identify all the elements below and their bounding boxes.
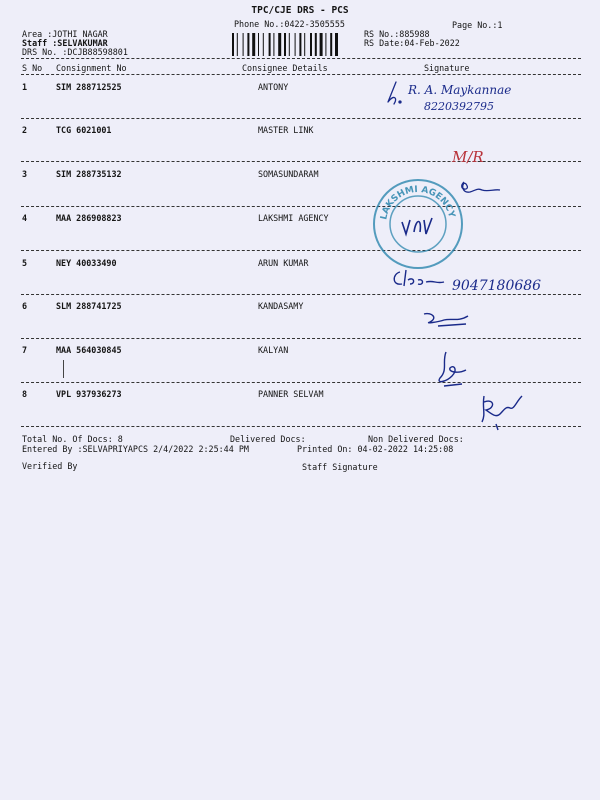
- row-consignee: KANDASAMY: [258, 301, 304, 311]
- signature-row-5: [390, 262, 570, 298]
- divider: [21, 250, 581, 251]
- row-consignment: SLM 288741725: [56, 301, 122, 311]
- barcode-bar: [243, 33, 244, 56]
- col-sno: S No: [22, 63, 43, 73]
- divider: [21, 74, 581, 75]
- row-consignee: LAKSHMI AGENCY: [258, 213, 329, 223]
- row-sno: 6: [22, 301, 28, 311]
- row-consignment: MAA 564030845: [56, 345, 122, 355]
- row-sno: 5: [22, 258, 28, 268]
- stamp-text: LAKSHMI AGENCY: [379, 184, 457, 221]
- row-consignee: ARUN KUMAR: [258, 258, 309, 268]
- rs-date: RS Date:04-Feb-2022: [364, 38, 460, 48]
- row-consignee: MASTER LINK: [258, 125, 314, 135]
- barcode-bar: [295, 33, 296, 56]
- barcode-bar: [258, 33, 259, 56]
- divider: [21, 58, 581, 59]
- row-consignment: TCG 6021001: [56, 125, 112, 135]
- barcode-bar: [278, 33, 281, 56]
- row-consignee: ANTONY: [258, 82, 289, 92]
- row-sno: 3: [22, 169, 28, 179]
- divider: [21, 118, 581, 119]
- barcode-bar: [232, 33, 234, 56]
- total-docs: Total No. Of Docs: 8: [22, 434, 123, 444]
- col-signature: Signature: [424, 63, 470, 73]
- printed-on: Printed On: 04-02-2022 14:25:08: [297, 444, 454, 454]
- barcode-bar: [299, 33, 301, 56]
- row-consignment: VPL 937936273: [56, 389, 122, 399]
- non-delivered-docs: Non Delivered Docs:: [368, 434, 464, 444]
- col-consignee: Consignee Details: [242, 63, 328, 73]
- row-sno: 8: [22, 389, 28, 399]
- barcode-bar: [273, 33, 274, 56]
- row-sno: 4: [22, 213, 28, 223]
- barcode-bar: [237, 33, 238, 56]
- barcode-bar: [289, 33, 290, 56]
- signature-row-7: [428, 348, 488, 390]
- staff-signature-label: Staff Signature: [302, 462, 378, 472]
- barcode-bar: [310, 33, 312, 56]
- verified-by: Verified By: [22, 461, 78, 471]
- delivered-docs: Delivered Docs:: [230, 434, 306, 444]
- phone-number: Phone No.:0422-3505555: [234, 19, 345, 29]
- mark-row-2: [448, 146, 518, 168]
- signature-row-1: [380, 76, 580, 116]
- barcode-bar: [284, 33, 286, 56]
- signature-name: R. A. Maykannae: [408, 83, 512, 97]
- row-sno: 1: [22, 82, 28, 92]
- row-consignee: KALYAN: [258, 345, 289, 355]
- barcode-bar: [304, 33, 305, 56]
- document-title: TPC/CJE DRS - PCS: [251, 5, 349, 16]
- barcode-bar: [247, 33, 249, 56]
- barcode-bar: [269, 33, 271, 56]
- row-consignment: SIM 288735132: [56, 169, 122, 179]
- signature-phone: 8220392795: [424, 100, 494, 113]
- rs-number: RS No.:885988: [364, 29, 430, 39]
- signature-row-8: [476, 388, 536, 432]
- divider: [21, 338, 581, 339]
- area-label: Area :JOTHI NAGAR: [22, 29, 108, 39]
- row-consignment: SIM 288712525: [56, 82, 122, 92]
- barcode-bar: [335, 33, 338, 56]
- divider: [21, 206, 581, 207]
- pen-mark: [63, 360, 64, 378]
- row-consignee: SOMASUNDARAM: [258, 169, 319, 179]
- staff-label: Staff :SELVAKUMAR: [22, 38, 108, 48]
- barcode-bar: [325, 33, 326, 56]
- col-consignment: Consignment No: [56, 63, 127, 73]
- agency-stamp: [370, 176, 466, 272]
- barcode-bar: [252, 33, 255, 56]
- row-sno: 2: [22, 125, 28, 135]
- handwritten-mark: M/R: [452, 148, 484, 166]
- barcode-bar: [315, 33, 317, 56]
- signature-phone: 9047180686: [452, 278, 542, 294]
- row-consignment: MAA 286908823: [56, 213, 122, 223]
- drs-number: DRS No. :DCJB88598801: [22, 47, 128, 57]
- row-consignee: PANNER SELVAM: [258, 389, 324, 399]
- entered-by: Entered By :SELVAPRIYAPCS 2/4/2022 2:25:44 PM: [22, 444, 249, 454]
- row-sno: 7: [22, 345, 28, 355]
- barcode-bar: [320, 33, 323, 56]
- signature-row-6: [418, 304, 488, 332]
- row-consignment: NEY 40033490: [56, 258, 117, 268]
- barcode-bar: [263, 33, 264, 56]
- divider: [21, 382, 581, 383]
- barcode: [232, 33, 354, 56]
- page-number: Page No.:1: [452, 20, 503, 30]
- barcode-bar: [330, 33, 332, 56]
